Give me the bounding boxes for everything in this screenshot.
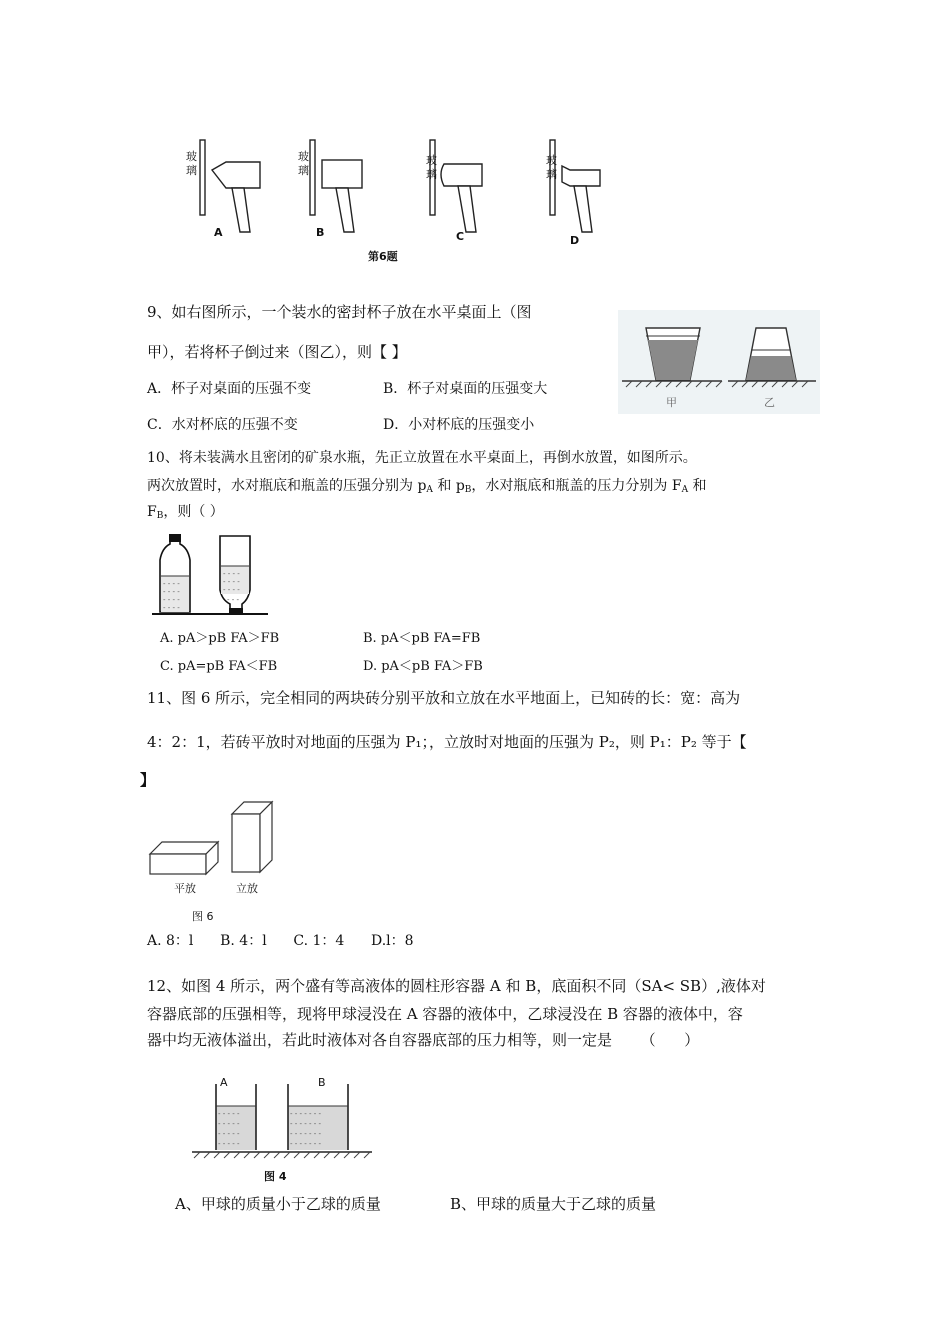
svg-text:- - - -: - - - -: [223, 586, 240, 594]
q10-sub-a1: A: [426, 485, 433, 495]
hammer-glass-figure: [180, 140, 620, 270]
svg-text:- - - - - - -: - - - - - - -: [290, 1110, 322, 1118]
container-label-a: A: [220, 1076, 228, 1089]
container-label-b: B: [318, 1076, 326, 1089]
cups-figure: [618, 310, 820, 414]
q12-line3: 器中均无液体溢出，若此时液体对各自容器底部的压力相等，则一定是 （ ）: [147, 1031, 700, 1049]
q11-options: A. 8：l B. 4：l C. 1：4 D.l：8: [147, 933, 414, 949]
q9-option-b: B．杯子对桌面的压强变大: [383, 381, 548, 397]
q9-option-a: A．杯子对桌面的压强不变: [147, 381, 312, 397]
containers-figure: [192, 1076, 372, 1184]
svg-text:- - - -: - - - -: [163, 596, 180, 604]
svg-text:- - - -: - - - -: [223, 570, 240, 578]
q10-line3-part2: ，则（ ）: [163, 504, 224, 520]
glass-label-a: 玻 璃: [186, 150, 197, 177]
q10-line2-part1: 两次放置时，水对瓶底和瓶盖的压强分别为 p: [147, 478, 427, 494]
q11-line3: 】: [140, 771, 156, 789]
q10-option-a: A. pA＞pB FA＞FB: [160, 631, 280, 646]
svg-text:- - - - -: - - - - -: [218, 1110, 240, 1118]
svg-text:- - - - - - -: - - - - - - -: [290, 1120, 322, 1128]
hammer-label-a: A: [214, 226, 223, 239]
svg-text:- - - -: - - - -: [223, 578, 240, 586]
glass-label-b: 玻 璃: [298, 150, 309, 177]
q9-option-d: D．小对杯底的压强变小: [383, 417, 535, 433]
q12-option-b: B、甲球的质量大于乙球的质量: [450, 1195, 657, 1213]
q10-line3: [147, 502, 224, 526]
q10-line2-part2: 和 p: [432, 478, 465, 494]
svg-text:- - - -: - - - -: [163, 580, 180, 588]
hammer-label-b: B: [316, 226, 325, 239]
cups-drawing: [618, 310, 820, 414]
q10-option-c: C. pA=pB FA＜FB: [160, 659, 278, 674]
q10-sub-b2: B: [156, 511, 164, 521]
hammer-label-d: D: [570, 234, 580, 247]
q10-option-b: B. pA＜pB FA=FB: [363, 631, 481, 646]
q10-sub-a2: A: [681, 485, 689, 495]
bricks-figure: [146, 800, 286, 924]
q10-line2: [147, 476, 707, 500]
q11-line1: 11、图 6 所示，完全相同的两块砖分别平放和立放在水平地面上，已知砖的长：宽：高为: [147, 689, 741, 707]
bottles-drawing: [150, 530, 270, 622]
brick-label-flat: 平放: [174, 882, 196, 895]
svg-text:- - - - -: - - - - -: [218, 1130, 240, 1138]
bottles-figure: [150, 530, 270, 622]
q9-line1: 9、如右图所示，一个装水的密封杯子放在水平桌面上（图: [147, 303, 532, 321]
q9-line2: 甲），若将杯子倒过来（图乙），则【 】: [147, 343, 407, 361]
svg-text:- - - - - - -: - - - - - - -: [290, 1130, 322, 1138]
svg-text:- - -: - - -: [227, 596, 240, 604]
svg-text:- - - - -: - - - - -: [218, 1120, 240, 1128]
q10-option-d: D. pA＜pB FA＞FB: [363, 659, 483, 674]
cup-label-jia: 甲: [666, 396, 677, 409]
figure-caption-q6: 第6题: [368, 250, 398, 263]
q12-option-a: A、甲球的质量小于乙球的质量: [175, 1195, 381, 1213]
figure-caption-q11: 图 6: [192, 910, 214, 923]
q12-line1: 12、如图 4 所示，两个盛有等高液体的圆柱形容器 A 和 B，底面积不同（SA< SB）,液体对: [147, 977, 766, 995]
figure-caption-q12: 图 4: [264, 1170, 287, 1183]
brick-label-upright: 立放: [236, 882, 258, 895]
hammer-label-c: C: [456, 230, 465, 243]
q12-line2: 容器底部的压强相等，现将甲球浸没在 A 容器的液体中，乙球浸没在 B 容器的液体中，容: [147, 1005, 743, 1023]
q10-sub-b1: B: [464, 485, 472, 495]
glass-label-c: 玻 璃: [426, 154, 437, 181]
q10-line1: 10、将未装满水且密闭的矿泉水瓶，先正立放置在水平桌面上，再倒水放置，如图所示。: [147, 450, 697, 466]
svg-text:- - - -: - - - -: [163, 588, 180, 596]
cup-label-yi: 乙: [764, 396, 775, 409]
svg-text:- - - - -: - - - - -: [218, 1140, 240, 1148]
glass-label-d: 玻 璃: [546, 154, 557, 181]
hammer-a: [200, 140, 260, 232]
q11-line2: 4：2：1，若砖平放时对地面的压强为 P₁；，立放时对地面的压强为 P₂，则 P₁：P₂ 等于【: [147, 733, 747, 751]
q10-line2-part4: 和: [688, 478, 707, 494]
q10-line3-part1: F: [147, 504, 157, 520]
bricks-drawing: [146, 800, 286, 924]
svg-text:- - - -: - - - -: [163, 604, 180, 612]
svg-text:- - - - - - -: - - - - - - -: [290, 1140, 322, 1148]
hammer-b: [310, 140, 362, 232]
q9-option-c: C．水对杯底的压强不变: [147, 417, 298, 433]
q10-line2-part3: ，水对瓶底和瓶盖的压力分别为 F: [471, 478, 682, 494]
